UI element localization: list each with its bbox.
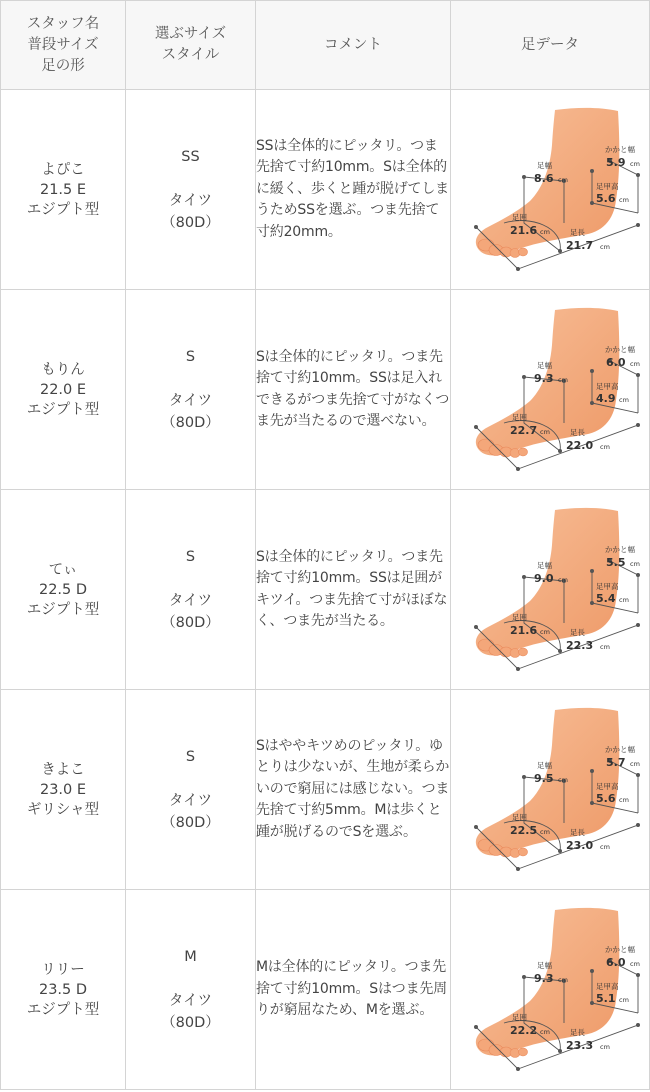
- staff-name: リリー: [41, 961, 85, 978]
- value-kakato: 5.9: [606, 155, 626, 169]
- unit: cm: [630, 559, 640, 568]
- denier: （80D）: [161, 214, 220, 231]
- header-foot: 足データ: [451, 1, 650, 90]
- unit: cm: [619, 395, 629, 404]
- value-ashichou: 23.0: [566, 838, 594, 852]
- toe-icon: [519, 448, 528, 456]
- header-row: [1, 1, 650, 90]
- size-cell: [126, 290, 256, 490]
- unit: cm: [600, 242, 610, 251]
- unit: cm: [600, 842, 610, 851]
- usual-size: 23.0 E: [39, 781, 87, 798]
- chosen-size: S: [185, 348, 196, 365]
- value-kouhei: 4.9: [596, 391, 616, 405]
- value-ashihaba: 8.6: [534, 171, 554, 185]
- value-kakato: 5.5: [606, 555, 626, 569]
- label-kakato: かかと幅: [605, 944, 635, 954]
- label-kouhei: 足甲高: [596, 581, 619, 591]
- header-name: スタッフ名 普段サイズ 足の形: [1, 1, 126, 90]
- table-row: [1, 490, 650, 690]
- foot-diagram: [460, 105, 640, 275]
- label-kakato: かかと幅: [605, 544, 635, 554]
- comment-cell: Sは全体的にピッタリ。つま先捨て寸約10mm。SSは足入れできるがつま先捨て寸がなくつま先が当たるので選べない。: [256, 290, 451, 490]
- unit: cm: [619, 195, 629, 204]
- value-ashiou: 21.6: [510, 623, 538, 637]
- value-ashichou: 22.0: [566, 438, 594, 452]
- foot-data-cell: [451, 290, 650, 490]
- toe-icon: [519, 648, 528, 656]
- unit: cm: [630, 759, 640, 768]
- foot-data-cell: [451, 690, 650, 890]
- value-ashiou: 21.6: [510, 223, 538, 237]
- unit: cm: [630, 959, 640, 968]
- value-ashihaba: 9.0: [534, 571, 554, 585]
- label-ashiou: 足囲: [512, 412, 527, 422]
- unit: cm: [540, 227, 550, 236]
- style: タイツ: [168, 592, 213, 609]
- foot-shape: エジプト型: [26, 201, 100, 218]
- denier: （80D）: [161, 814, 220, 831]
- unit: cm: [558, 775, 568, 784]
- value-ashihaba: 9.5: [534, 771, 554, 785]
- unit: cm: [540, 627, 550, 636]
- label-kouhei: 足甲高: [596, 381, 619, 391]
- foot-data-cell: [451, 890, 650, 1090]
- foot-diagram: [460, 705, 640, 875]
- label-ashihaba: 足幅: [537, 960, 552, 970]
- label-ashihaba: 足幅: [537, 760, 552, 770]
- label-ashihaba: 足幅: [537, 160, 552, 170]
- label-ashichou: 足長: [570, 827, 585, 837]
- value-kakato: 6.0: [606, 955, 626, 969]
- foot-data-cell: [451, 490, 650, 690]
- unit: cm: [600, 442, 610, 451]
- foot-data-cell: [451, 90, 650, 290]
- style: タイツ: [168, 192, 213, 209]
- label-kakato: かかと幅: [605, 344, 635, 354]
- staff-name: よぴこ: [41, 161, 85, 178]
- value-ashiou: 22.2: [510, 1023, 538, 1037]
- staff-cell: [1, 490, 126, 690]
- size-cell: [126, 90, 256, 290]
- value-kouhei: 5.6: [596, 191, 616, 205]
- denier: （80D）: [161, 1014, 220, 1031]
- value-ashiou: 22.7: [510, 423, 538, 437]
- chosen-size: S: [185, 748, 196, 765]
- chosen-size: M: [184, 948, 197, 965]
- unit: cm: [619, 995, 629, 1004]
- value-ashihaba: 9.3: [534, 371, 554, 385]
- header-size: 選ぶサイズ スタイル: [126, 1, 256, 90]
- header-comment: コメント: [256, 1, 451, 90]
- label-kouhei: 足甲高: [596, 781, 619, 791]
- value-ashichou: 23.3: [566, 1038, 594, 1052]
- unit: cm: [630, 359, 640, 368]
- unit: cm: [619, 795, 629, 804]
- label-kouhei: 足甲高: [596, 981, 619, 991]
- size-cell: [126, 890, 256, 1090]
- usual-size: 22.0 E: [39, 381, 87, 398]
- unit: cm: [540, 1027, 550, 1036]
- staff-cell: [1, 290, 126, 490]
- denier: （80D）: [161, 414, 220, 431]
- unit: cm: [558, 975, 568, 984]
- label-ashihaba: 足幅: [537, 560, 552, 570]
- label-ashichou: 足長: [570, 1027, 585, 1037]
- chosen-size: S: [185, 548, 196, 565]
- foot-shape: エジプト型: [26, 601, 100, 618]
- table-row: [1, 690, 650, 890]
- toe-icon: [519, 248, 528, 256]
- style: タイツ: [168, 992, 213, 1009]
- value-kouhei: 5.4: [596, 591, 616, 605]
- staff-name: てぃ: [48, 561, 78, 578]
- table-row: [1, 90, 650, 290]
- value-kakato: 5.7: [606, 755, 626, 769]
- toe-icon: [519, 848, 528, 856]
- toe-icon: [519, 1048, 528, 1056]
- label-ashihaba: 足幅: [537, 360, 552, 370]
- foot-shape: ギリシャ型: [26, 801, 100, 818]
- usual-size: 21.5 E: [39, 181, 87, 198]
- value-kouhei: 5.1: [596, 991, 616, 1005]
- label-ashichou: 足長: [570, 427, 585, 437]
- size-cell: [126, 490, 256, 690]
- staff-cell: [1, 690, 126, 890]
- chosen-size: SS: [181, 148, 200, 165]
- label-kakato: かかと幅: [605, 144, 635, 154]
- comment-cell: Sはややキツめのピッタリ。ゆとりは少ないが、生地が柔らかいので窮屈には感じない。つま先捨て寸約5mm。Mは歩くと踵が脱げるのでSを選ぶ。: [256, 690, 451, 890]
- label-ashiou: 足囲: [512, 812, 527, 822]
- style: タイツ: [168, 392, 213, 409]
- value-kouhei: 5.6: [596, 791, 616, 805]
- comment-cell: Sは全体的にピッタリ。つま先捨て寸約10mm。SSは足囲がキツイ。つま先捨て寸がほぼなく、つま先が当たる。: [256, 490, 451, 690]
- unit: cm: [558, 575, 568, 584]
- unit: cm: [630, 159, 640, 168]
- unit: cm: [600, 642, 610, 651]
- staff-cell: [1, 90, 126, 290]
- table-row: [1, 890, 650, 1090]
- foot-shape: エジプト型: [26, 1001, 100, 1018]
- size-cell: [126, 690, 256, 890]
- label-kakato: かかと幅: [605, 744, 635, 754]
- usual-size: 23.5 D: [38, 981, 88, 998]
- staff-cell: [1, 890, 126, 1090]
- unit: cm: [558, 375, 568, 384]
- label-ashiou: 足囲: [512, 1012, 527, 1022]
- style: タイツ: [168, 792, 213, 809]
- value-kakato: 6.0: [606, 355, 626, 369]
- foot-diagram: [460, 905, 640, 1075]
- value-ashihaba: 9.3: [534, 971, 554, 985]
- label-ashiou: 足囲: [512, 612, 527, 622]
- foot-diagram: [460, 305, 640, 475]
- unit: cm: [619, 595, 629, 604]
- value-ashichou: 21.7: [566, 238, 594, 252]
- label-ashiou: 足囲: [512, 212, 527, 222]
- label-ashichou: 足長: [570, 227, 585, 237]
- unit: cm: [540, 427, 550, 436]
- comment-cell: SSは全体的にピッタリ。つま先捨て寸約10mm。Sは全体的に緩く、歩くと踵が脱げてしまうためSSを選ぶ。つま先捨て寸約20mm。: [256, 90, 451, 290]
- usual-size: 22.5 D: [38, 581, 88, 598]
- label-ashichou: 足長: [570, 627, 585, 637]
- value-ashiou: 22.5: [510, 823, 538, 837]
- denier: （80D）: [161, 614, 220, 631]
- staff-name: もりん: [41, 361, 85, 378]
- staff-name: きよこ: [41, 761, 85, 778]
- value-ashichou: 22.3: [566, 638, 594, 652]
- unit: cm: [540, 827, 550, 836]
- foot-shape: エジプト型: [26, 401, 100, 418]
- unit: cm: [558, 175, 568, 184]
- table-row: [1, 290, 650, 490]
- comment-cell: Mは全体的にピッタリ。つま先捨て寸約10mm。Sはつま先周りが窮屈なため、Mを選ぶ。: [256, 890, 451, 1090]
- unit: cm: [600, 1042, 610, 1051]
- foot-diagram: [460, 505, 640, 675]
- label-kouhei: 足甲高: [596, 181, 619, 191]
